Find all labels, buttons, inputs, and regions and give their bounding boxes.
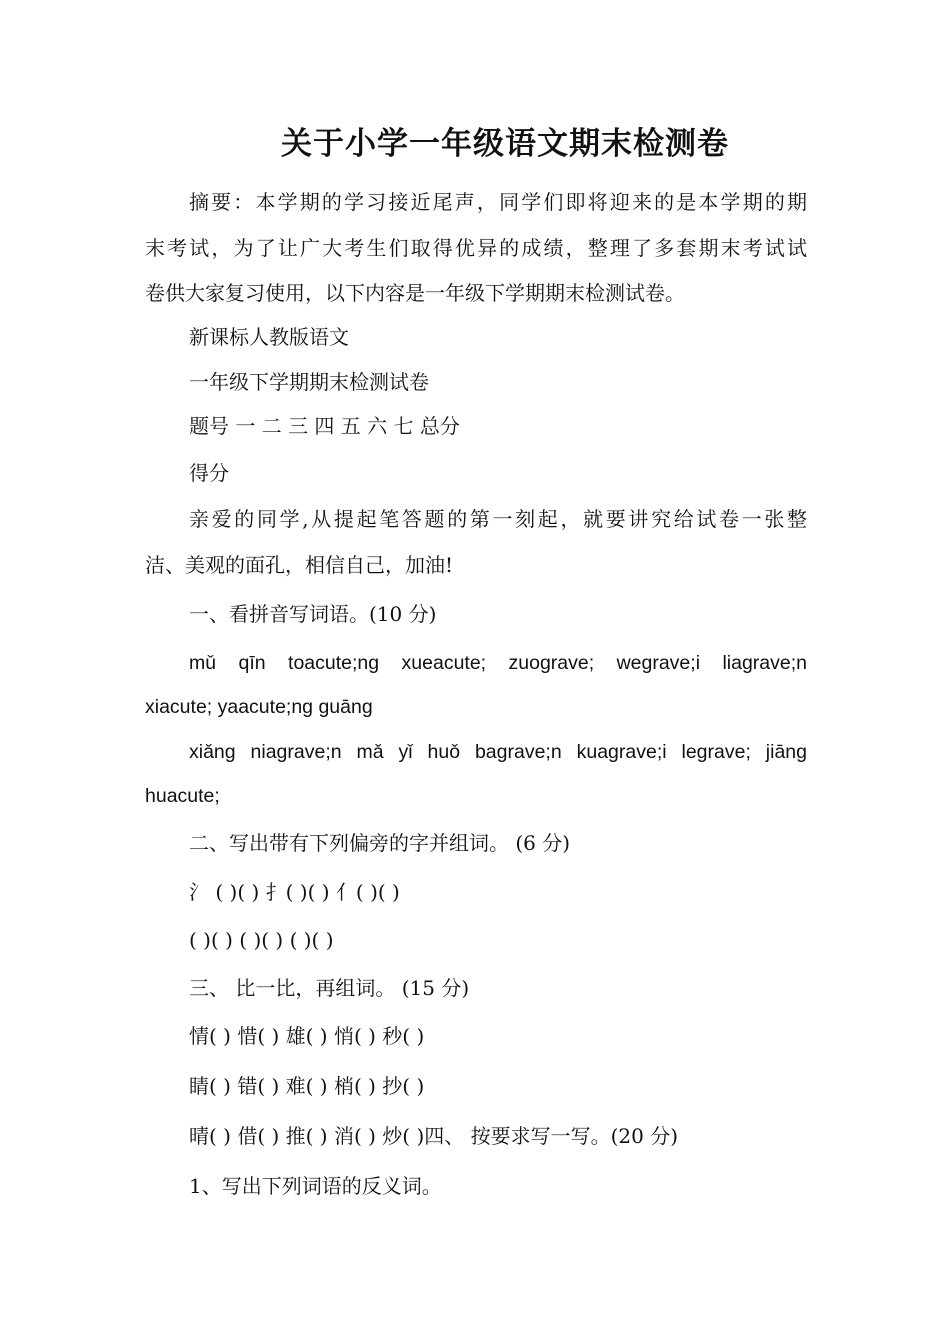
section3-compare-line-1: 情( ) 惜( ) 雄( ) 悄( ) 秒( ) xyxy=(189,1024,425,1048)
section3-compare-line-2: 睛( ) 错( ) 难( ) 梢( ) 抄( ) xyxy=(189,1074,425,1098)
section2-heading: 二、写出带有下列偏旁的字并组词。 (6 分) xyxy=(189,831,571,855)
edition-label: 新课标人教版语文 xyxy=(189,325,349,349)
greeting-line-1: 亲爱的同学,从提起笔答题的第一刻起，就要讲究给试卷一张整 xyxy=(189,507,807,531)
section4-item-1: 1、写出下列词语的反义词。 xyxy=(189,1174,442,1198)
abstract-line-1: 摘要：本学期的学习接近尾声，同学们即将迎来的是本学期的期 xyxy=(189,190,807,214)
section1-pinyin-line-4: huacute; xyxy=(145,785,220,807)
section1-heading: 一、看拼音写词语。(10 分) xyxy=(189,602,437,626)
document-title: 关于小学一年级语文期末检测卷 xyxy=(281,126,729,162)
abstract-line-2: 末考试，为了让广大考生们取得优异的成绩，整理了多套期末考试试 xyxy=(145,236,807,260)
section2-radicals-line-2: ( )( ) ( )( ) ( )( ) xyxy=(189,928,334,952)
section3-compare-line-3: 晴( ) 借( ) 推( ) 消( ) 炒( )四、 按要求写一写。(20 分) xyxy=(189,1124,679,1148)
exam-name: 一年级下学期期末检测试卷 xyxy=(189,370,429,394)
score-row-label: 得分 xyxy=(189,461,229,485)
section2-radicals-line-1: 氵 ( )( ) 扌( )( ) 亻( )( ) xyxy=(189,880,400,904)
section1-pinyin-line-3: xiǎng niagrave;n mǎ yǐ huǒ bagrave;n kuagrave;i legrave; jiāng xyxy=(189,741,807,763)
abstract-line-3: 卷供大家复习使用，以下内容是一年级下学期期末检测试卷。 xyxy=(145,281,685,305)
greeting-line-2: 洁、美观的面孔，相信自己，加油! xyxy=(145,553,454,577)
section3-heading: 三、 比一比，再组词。 (15 分) xyxy=(189,976,470,1000)
score-table-header: 题号 一 二 三 四 五 六 七 总分 xyxy=(189,414,460,438)
section1-pinyin-line-2: xiacute; yaacute;ng guāng xyxy=(145,696,373,718)
section1-pinyin-line-1: mǔ qīn toacute;ng xueacute; zuograve; wegrave;i liagrave;n xyxy=(189,652,807,674)
